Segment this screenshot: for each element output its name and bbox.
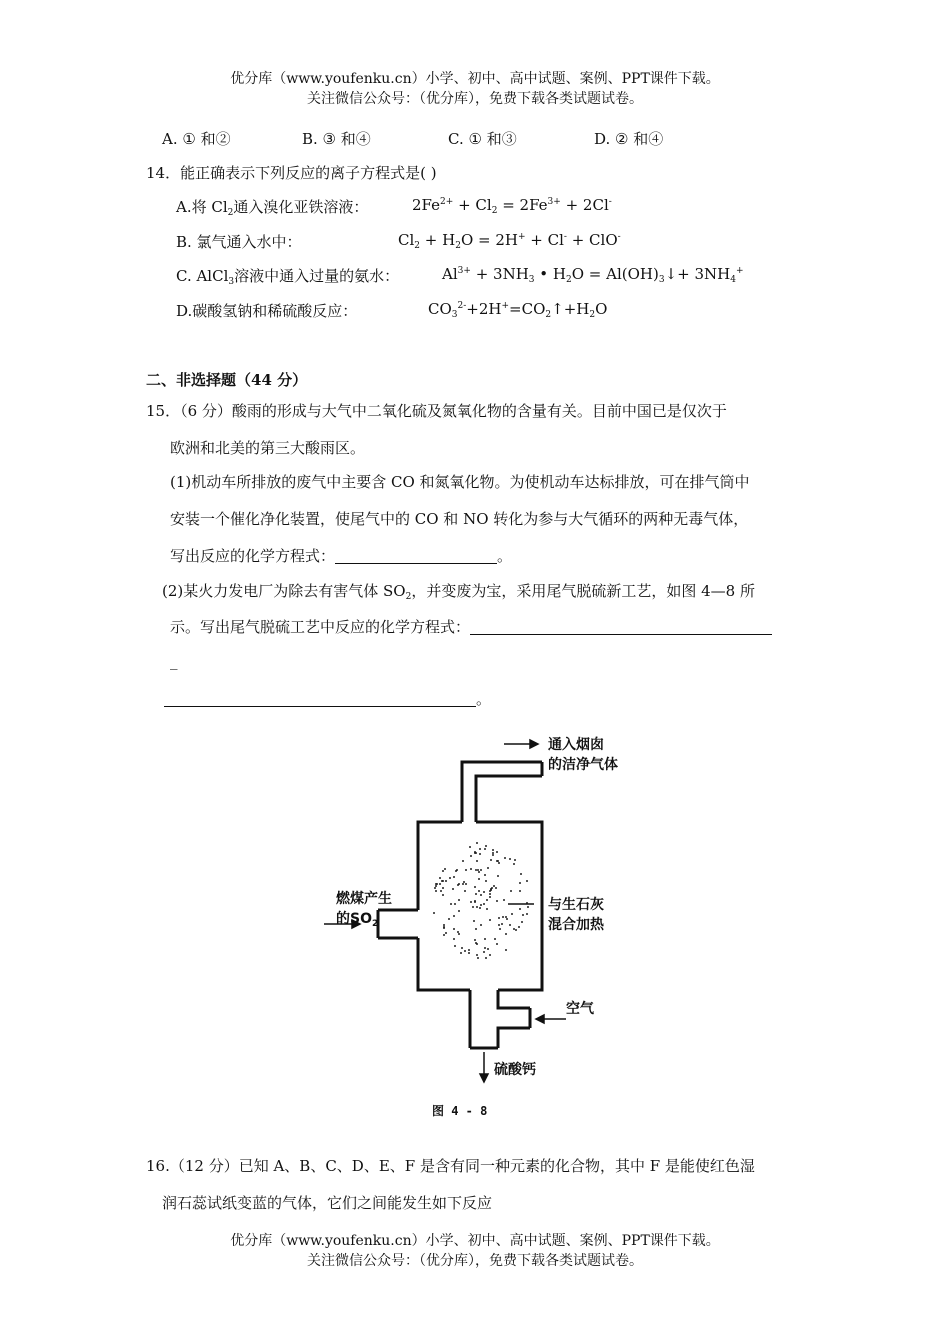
lime-particle [435, 890, 437, 892]
q14-option-a: A.将 $Cl_2$通入溴化亚铁溶液： [176, 198, 369, 218]
lime-particle [483, 891, 485, 893]
lime-particle [489, 954, 491, 956]
label-calcium-sulfate: 硫酸钙 [494, 1062, 536, 1078]
footer-line-2: 关注微信公众号：（优分库），免费下载各类试题试卷。 [307, 1253, 643, 1269]
lime-particle [468, 949, 470, 951]
lime-particle [461, 947, 463, 949]
lime-particle [458, 883, 460, 885]
lime-particle [435, 883, 437, 885]
label-inlet-2: 的$SO_2$ [336, 911, 379, 929]
lime-particle [515, 929, 517, 931]
section-2-title: 二、非选择题（44 分） [146, 371, 308, 389]
lime-particle [509, 858, 511, 860]
lime-particle [443, 934, 445, 936]
lime-particle [492, 854, 494, 856]
lime-particle [457, 931, 459, 933]
label-inlet-1: 燃煤产生 [336, 891, 392, 907]
lime-particle [474, 886, 476, 888]
lime-particle [526, 880, 528, 882]
top-pipe-right-wall [476, 776, 542, 822]
q14-option-b-equation: $Cl_2 + H_2O = 2H^+ + Cl^- + ClO^-$ [398, 231, 621, 251]
q15-line-2: 欧洲和北美的第三大酸雨区。 [170, 439, 366, 457]
lime-particle [487, 867, 489, 869]
lime-particle [480, 904, 482, 906]
figure-4-8 [320, 732, 640, 1122]
lime-particle [474, 900, 476, 902]
lime-particle [499, 928, 501, 930]
q15-part2-dash: _ [170, 652, 178, 670]
bottom-arrow-head [480, 1074, 488, 1082]
lime-particle [497, 875, 499, 877]
lime-particle [475, 928, 477, 930]
header-line-1: 优分库（www.youfenku.cn）小学、初中、高中试题、案例、PPT课件下载。 [230, 71, 720, 87]
lime-particle [458, 899, 460, 901]
lime-particle [496, 943, 498, 945]
header-line-2: 关注微信公众号：（优分库），免费下载各类试题试卷。 [307, 91, 643, 107]
lime-particle [483, 903, 485, 905]
lime-particle [493, 885, 495, 887]
lime-particle [478, 890, 480, 892]
lime-particle [519, 890, 521, 892]
lime-particle [513, 863, 515, 865]
lime-particle [521, 921, 523, 923]
lime-particle [487, 948, 489, 950]
lime-particle [460, 952, 462, 954]
q14-option-c-equation: $Al^{3+} + 3NH_3$ • $H_2O$ = $Al(OH)_3↓+ 3NH_4^+$ [442, 265, 744, 285]
exit-arrow-head [530, 740, 538, 748]
figure-caption: 图 4 - 8 [432, 1104, 488, 1118]
q16-line-1: 16.（12 分）已知 A、B、C、D、E、F 是含有同一种元素的化合物，其中 F 是能使红色湿 [146, 1157, 755, 1175]
q15-part1-line-1: (1)机动车所排放的废气中主要含 CO 和氮氧化物。为使机动车达标排放，可在排气筒中 [170, 473, 750, 491]
lime-particle [506, 918, 508, 920]
label-exit-2: 的洁净气体 [548, 757, 618, 773]
lime-particle [465, 869, 467, 871]
q15-part2-line-2: 示。写出尾气脱硫工艺中反应的化学方程式： [170, 616, 772, 637]
lime-particle [444, 868, 446, 870]
lime-particle [464, 950, 466, 952]
lime-particle [477, 957, 479, 959]
q14-option-b: B. 氯气通入水中： [176, 233, 302, 251]
lime-particle [494, 938, 496, 940]
lime-particle [453, 915, 455, 917]
q15-part1-answer-blank[interactable] [335, 547, 497, 564]
lime-particle [489, 893, 491, 895]
lime-particle [452, 888, 454, 890]
q13-option-c: C. ① 和③ [448, 130, 517, 148]
q15-part2-answer-blank-1[interactable] [470, 618, 772, 635]
lime-particle [454, 903, 456, 905]
lime-particle [489, 919, 491, 921]
lime-particle [486, 899, 488, 901]
q15-part2-answer-blank-2[interactable] [164, 690, 476, 707]
lime-particle [522, 914, 524, 916]
lime-particle [479, 853, 481, 855]
lime-particle [480, 924, 482, 926]
lime-particle [476, 906, 478, 908]
air-pipe-lower-wall [498, 1028, 530, 1048]
lime-particle [454, 945, 456, 947]
label-lime-1: 与生石灰 [548, 897, 604, 913]
lime-particle [442, 894, 444, 896]
label-lime-2: 混合加热 [548, 917, 604, 933]
lime-particle [496, 851, 498, 853]
lime-particle [469, 846, 471, 848]
lime-particle [439, 883, 441, 885]
q14-option-d: D.碳酸氢钠和稀硫酸反应： [176, 302, 358, 320]
lime-particle [498, 862, 500, 864]
label-air: 空气 [566, 1001, 594, 1017]
chamber-bottom-left [418, 938, 470, 990]
q13-option-b: B. ③ 和④ [302, 130, 371, 148]
q15-part1-line-2: 安装一个催化净化装置，使尾气中的 CO 和 NO 转化为参与大气循环的两种无毒气体， [170, 510, 749, 528]
lime-particle [472, 906, 474, 908]
lime-particle [501, 923, 503, 925]
q14-option-d-equation: $CO_3^{2-}+2H^+=CO_2↑+H_2O$ [428, 300, 608, 320]
lime-particle [434, 887, 436, 889]
lime-particle [526, 913, 528, 915]
lime-particle [465, 883, 467, 885]
lime-particle [520, 873, 522, 875]
lime-particle [475, 893, 477, 895]
q15-line-1: 15．（6 分）酸雨的形成与大气中二氧化硫及氮氧化物的含量有关。目前中国已是仅次于 [146, 402, 727, 420]
q15-part2-line-3: 。 [164, 688, 491, 709]
lime-particle [490, 859, 492, 861]
lime-particle [505, 933, 507, 935]
footer-line-1: 优分库（www.youfenku.cn）小学、初中、高中试题、案例、PPT课件下载。 [230, 1233, 720, 1249]
q14-stem: 14．能正确表示下列反应的离子方程式是( ) [146, 164, 437, 182]
lime-particle [433, 912, 435, 914]
q15-part1-line-3: 写出反应的化学方程式： 。 [170, 547, 513, 565]
top-pipe-left-wall [462, 762, 542, 822]
lime-particle [468, 952, 470, 954]
label-exit-1: 通入烟囱 [548, 737, 604, 753]
air-arrow-head [536, 1015, 544, 1023]
lime-particle [526, 902, 528, 904]
q13-option-a: A. ① 和② [162, 130, 231, 148]
chamber-top-right [476, 822, 542, 990]
lime-particle [480, 894, 482, 896]
lime-particle [502, 916, 504, 918]
lime-particle [485, 957, 487, 959]
lime-particle [486, 908, 488, 910]
q15-part2-line-1: (2)某火力发电厂为除去有害气体 $SO_2$，并变废为宝，采用尾气脱硫新工艺，如图 4—8 所 [162, 582, 755, 602]
q13-option-d: D. ② 和④ [594, 130, 664, 148]
q16-line-2: 润石蕊试纸变蓝的气体，它们之间能发生如下反应 [162, 1194, 493, 1212]
lime-particle [519, 882, 521, 884]
chamber-top-left [418, 822, 462, 910]
q14-option-a-equation: $2Fe^{2+} + Cl_2 = 2Fe^{3+} + 2Cl^-$ [412, 196, 612, 216]
lime-particle [445, 880, 447, 882]
q14-option-c: C. AlCl$_3$溶液中通入过量的氨水： [176, 267, 400, 287]
air-pipe-upper-wall [498, 990, 530, 1008]
lime-particle [458, 910, 460, 912]
